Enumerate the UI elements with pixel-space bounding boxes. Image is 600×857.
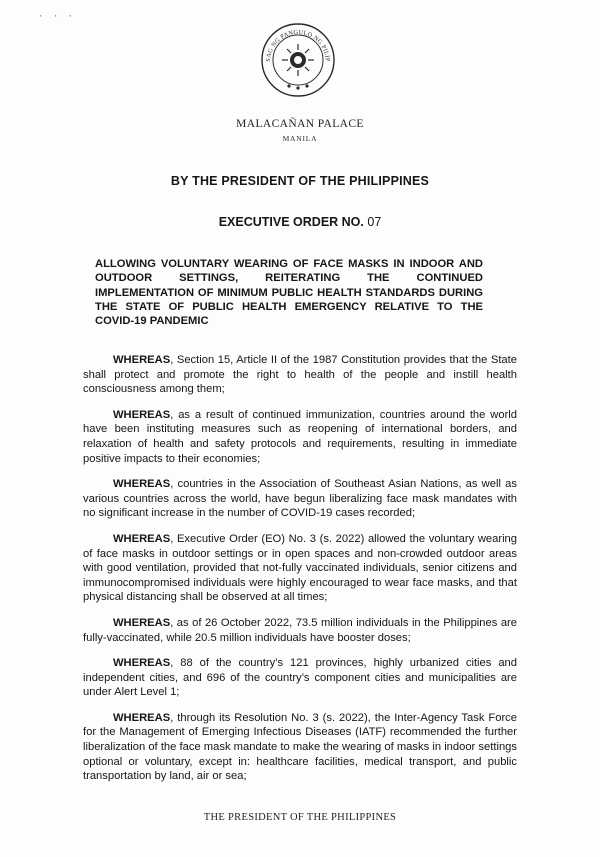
order-subject: ALLOWING VOLUNTARY WEARING OF FACE MASKS IN INDOOR AND OUTDOOR SETTINGS, REITERATING THE CONTINUED IMPLEMENTATION OF MINIMUM PUBLIC HEALTH STANDARDS DURING THE STATE OF PUBLIC HEALTH EMERGENCY RELATIVE TO THE COVID-19 PANDEMIC — [95, 258, 483, 328]
seal-inscription: SAG NG PANGULO NG PILIP — [264, 28, 332, 62]
whereas-clause — [83, 353, 517, 397]
whereas-clause — [83, 711, 517, 784]
order-label: EXECUTIVE ORDER NO. — [218, 215, 364, 229]
clause-keyword: WHEREAS — [113, 354, 171, 366]
clause-keyword: WHEREAS — [113, 408, 171, 421]
seal-icon — [260, 22, 336, 98]
whereas-clause — [83, 616, 517, 645]
presidential-seal — [260, 22, 336, 98]
page-footer: THE PRESIDENT OF THE PHILIPPINES — [203, 812, 397, 823]
whereas-clauses — [83, 353, 517, 795]
whereas-clause — [83, 656, 517, 700]
executive-order-title — [0, 215, 600, 229]
by-the-president-heading: BY THE PRESIDENT OF THE PHILIPPINES — [170, 174, 430, 188]
whereas-clause — [83, 477, 517, 521]
clause-text: , as a result of continued immunization, countries around the world have been instituting measures such as reopening of international borders, and relaxation of health and safety protocols and requirements, resulting in immediate positive impacts to their economies; — [83, 408, 517, 465]
clause-keyword: WHEREAS — [113, 532, 171, 545]
clause-text: , countries in the Association of Southeast Asian Nations, as well as various countries across the world, have begun liberalizing face mask mandates with no significant increase in the number of COVID-19 cases recorded; — [83, 478, 517, 520]
order-number: 07 — [367, 215, 382, 229]
clause-keyword: WHEREAS — [113, 711, 171, 724]
clause-text: , Section 15, Article II of the 1987 Constitution provides that the State shall protect and promote the right to health of the people and instill health consciousness among them; — [83, 354, 517, 396]
clause-text: , Executive Order (EO) No. 3 (s. 2022) allowed the voluntary wearing of face masks in outdoor settings or in open spaces and non-crowded outdoor areas with good ventilation, provided that not-fully vaccinated individuals, senior citizens and immunocompromised individuals were highly encouraged to wear face masks, and that physical distancing shall be observed at all times; — [83, 532, 517, 604]
whereas-clause — [83, 532, 517, 605]
clause-text: , 88 of the country’s 121 provinces, highly urbanized cities and independent cities, and 696 of the country’s component cities and municipalities are under Alert Level 1; — [83, 657, 517, 699]
city-name: MANILA — [282, 134, 318, 143]
clause-text: , as of 26 October 2022, 73.5 million individuals in the Philippines are fully-vaccinated, while 20.5 million individuals have booster doses; — [83, 616, 517, 644]
clause-keyword: WHEREAS — [113, 616, 171, 629]
palace-name: MALACAÑAN PALACE — [236, 118, 364, 130]
clause-keyword: WHEREAS — [113, 657, 171, 670]
whereas-clause — [83, 408, 517, 466]
clause-keyword: WHEREAS — [113, 478, 171, 491]
clause-text: , through its Resolution No. 3 (s. 2022), the Inter-Agency Task Force for the Management of Emerging Infectious Diseases (IATF) recommended the further liberalization of the face mask mandate to make the wearing of masks in indoor settings optional or voluntary, except in: healthcare facilities, medical transport, and public transportation by land, air or sea; — [83, 711, 517, 783]
corner-mark: · · · — [38, 12, 76, 22]
